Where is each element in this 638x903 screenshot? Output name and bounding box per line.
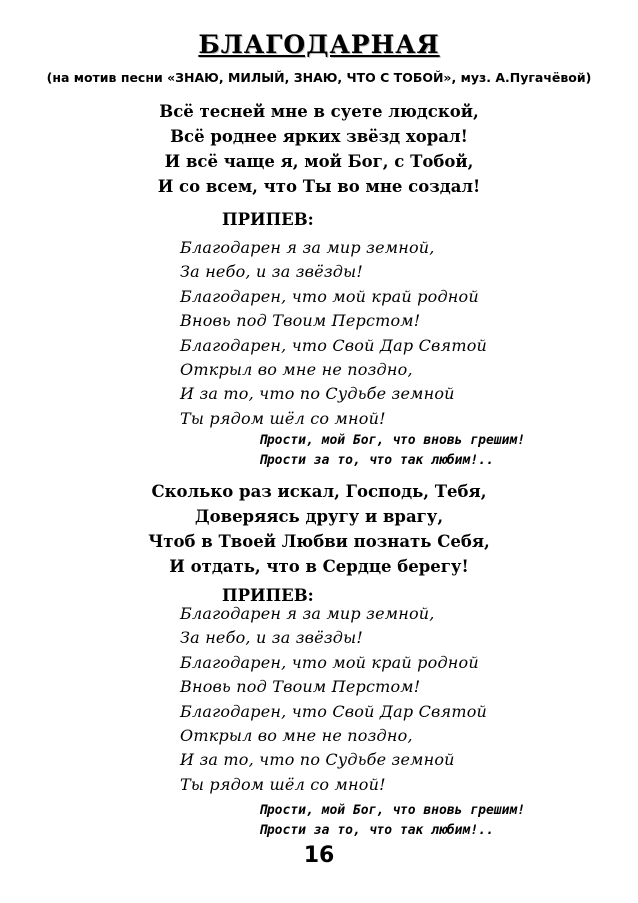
page-number: 16	[303, 843, 335, 868]
refrain-line: За небо, и за звёзды!	[180, 628, 363, 648]
verse-line: И отдать, что в Сердце берегу!	[169, 557, 469, 576]
refrain-tail-1	[259, 431, 525, 471]
refrain-label-2: ПРИПЕВ:	[222, 586, 314, 605]
refrain-line: И за то, что по Судьбе земной	[180, 384, 455, 404]
refrain-line: Благодарен, что мой край родной	[180, 652, 479, 672]
refrain-line: Открыл во мне не поздно,	[180, 360, 413, 380]
refrain-line: Ты рядом шёл со мной!	[180, 408, 386, 428]
refrain-line: Благодарен я за мир земной,	[180, 604, 435, 623]
verse-line: Всё роднее ярких звёзд хорал!	[170, 127, 468, 146]
verse-line: Чтоб в Твоей Любви познать Себя,	[148, 532, 490, 551]
refrain-line: За небо, и за звёзды!	[180, 262, 363, 282]
refrain-line: Вновь под Твоим Перстом!	[180, 311, 421, 331]
refrain-tail-2	[259, 801, 525, 841]
verse-line: Сколько раз искал, Господь, Тебя,	[151, 482, 487, 501]
verse-line: И всё чаще я, мой Бог, с Тобой,	[164, 152, 474, 171]
refrain-line: Благодарен, что Свой Дар Святой	[180, 335, 488, 355]
verse-line: Всё тесней мне в суете людской,	[159, 102, 479, 121]
tail-line: Прости за то, что так любим!..	[259, 823, 494, 838]
refrain-label-1: ПРИПЕВ:	[222, 210, 314, 229]
refrain-line: Благодарен, что мой край родной	[180, 286, 479, 306]
verse-1	[0, 99, 638, 199]
refrain-line: Открыл во мне не поздно,	[180, 726, 413, 746]
refrain-line: Ты рядом шёл со мной!	[180, 774, 386, 794]
verse-2	[0, 479, 638, 579]
refrain-line: Вновь под Твоим Перстом!	[180, 677, 421, 697]
verse-line: И со всем, что Ты во мне создал!	[157, 177, 481, 196]
tail-line: Прости, мой Бог, что вновь грешим!	[259, 803, 526, 818]
song-title: БЛАГОДАРНАЯ	[198, 30, 440, 59]
tail-line: Прости, мой Бог, что вновь грешим!	[259, 433, 526, 448]
refrain-line: Благодарен, что Свой Дар Святой	[180, 701, 488, 721]
song-subtitle: (на мотив песни «ЗНАЮ, МИЛЫЙ, ЗНАЮ, ЧТО С ТОБОЙ», муз. А.Пугачёвой)	[46, 70, 592, 85]
refrain-2	[180, 602, 487, 797]
refrain-1	[180, 236, 487, 431]
tail-line: Прости за то, что так любим!..	[259, 453, 494, 468]
verse-line: Доверяясь другу и врагу,	[194, 507, 444, 526]
refrain-line: Благодарен я за мир земной,	[180, 238, 435, 257]
refrain-line: И за то, что по Судьбе земной	[180, 750, 455, 770]
